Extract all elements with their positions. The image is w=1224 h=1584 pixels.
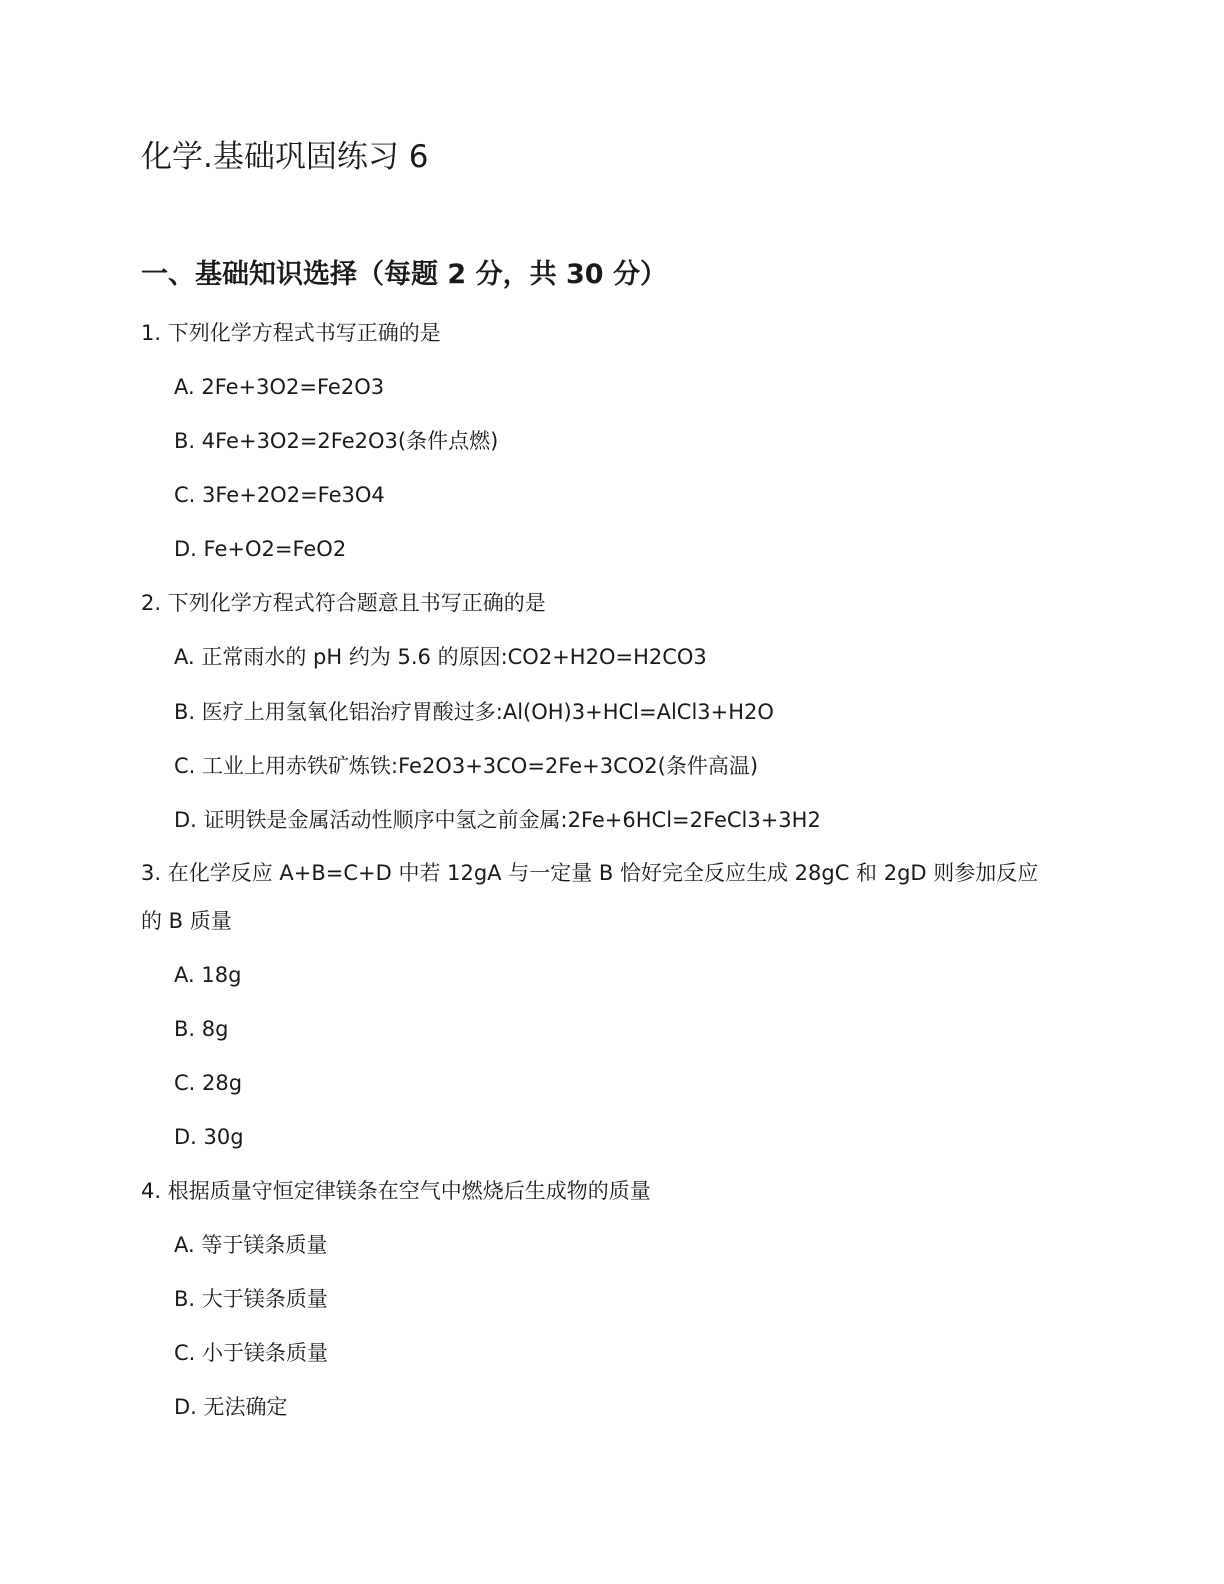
section-title: 一、基础知识选择（每题 2 分，共 30 分） [141,259,667,290]
question-1-option-c: C. 3Fe+2O2=Fe3O4 [174,483,385,507]
question-2-option-a: A. 正常雨水的 pH 约为 5.6 的原因:CO2+H2O=H2CO3 [174,645,707,669]
question-2-option-d: D. 证明铁是金属活动性顺序中氢之前金属:2Fe+6HCl=2FeCl3+3H2 [174,808,821,832]
question-2-option-b: B. 医疗上用氢氧化铝治疗胃酸过多:Al(OH)3+HCl=AlCl3+H2O [174,700,774,724]
question-2-stem: 2. 下列化学方程式符合题意且书写正确的是 [141,591,546,615]
question-3-option-b: B. 8g [174,1017,229,1041]
question-1-option-d: D. Fe+O2=FeO2 [174,537,347,561]
question-4-option-a: A. 等于镁条质量 [174,1233,328,1257]
question-1-option-a: A. 2Fe+3O2=Fe2O3 [174,375,385,399]
question-3-stem-continued: 的 B 质量 [141,909,232,933]
question-4-option-b: B. 大于镁条质量 [174,1287,328,1311]
question-2-option-c: C. 工业上用赤铁矿炼铁:Fe2O3+3CO=2Fe+3CO2(条件高温) [174,754,759,778]
question-3-option-c: C. 28g [174,1071,243,1095]
question-1-option-b: B. 4Fe+3O2=2Fe2O3(条件点燃) [174,429,499,453]
question-4-option-d: D. 无法确定 [174,1395,288,1419]
question-3-option-a: A. 18g [174,963,242,987]
question-1-stem: 1. 下列化学方程式书写正确的是 [141,321,441,345]
question-3-stem: 3. 在化学反应 A+B=C+D 中若 12gA 与一定量 B 恰好完全反应生成 28gC 和 2gD 则参加反应 [141,861,1039,885]
question-3-option-d: D. 30g [174,1125,244,1149]
document-title: 化学.基础巩固练习 6 [141,139,429,175]
question-4-stem: 4. 根据质量守恒定律镁条在空气中燃烧后生成物的质量 [141,1179,651,1203]
question-4-option-c: C. 小于镁条质量 [174,1341,329,1365]
